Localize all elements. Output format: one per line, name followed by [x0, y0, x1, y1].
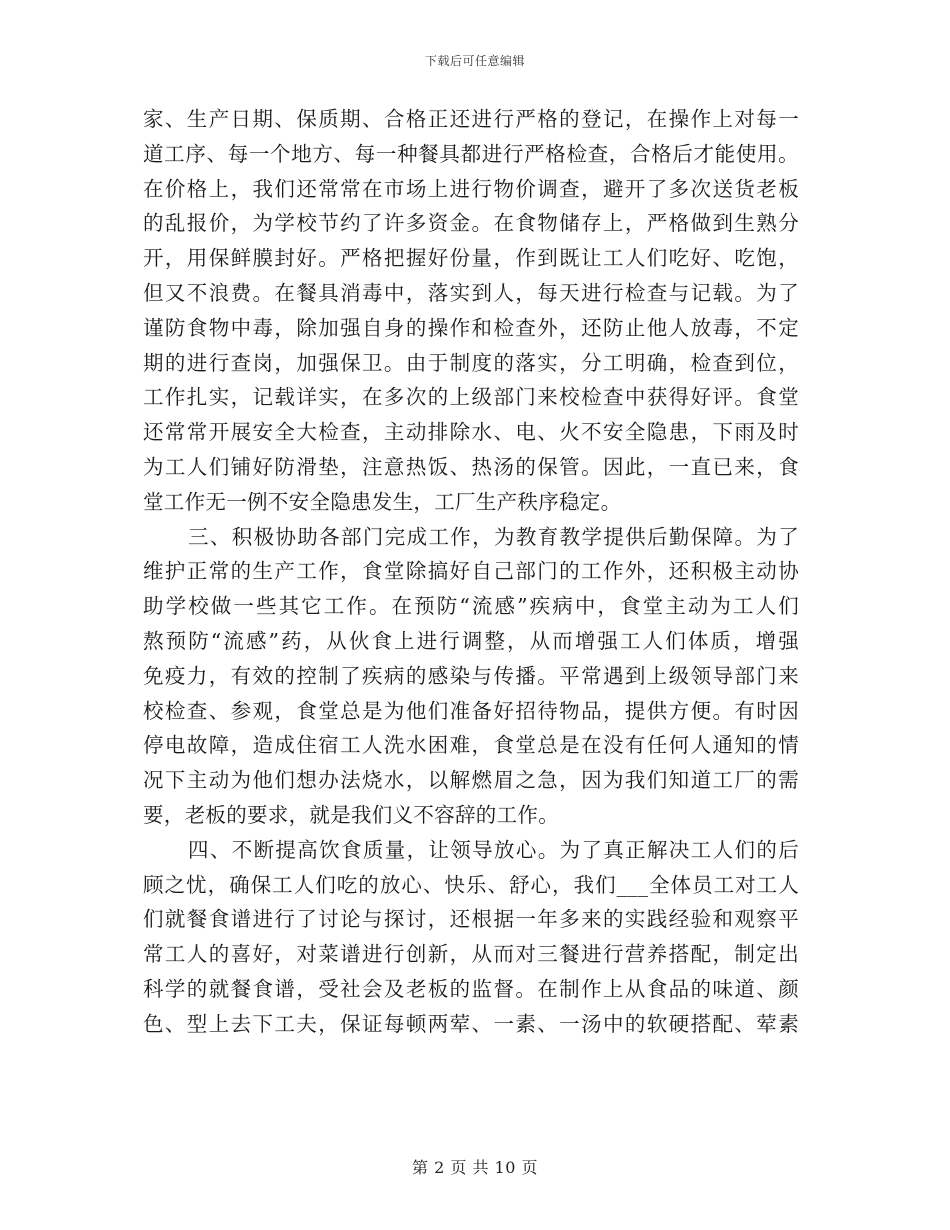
text-line: 为工人们铺好防滑垫，注意热饭、热汤的保管。因此，一直已来，食: [143, 454, 799, 479]
paragraph-start-line: 四、不断提高饮食质量，让领导放心。为了真正解决工人们的后: [188, 837, 799, 862]
text-line: 免疫力，有效的控制了疾病的感染与传播。平常遇到上级领导部门来: [143, 663, 799, 688]
text-line: 色、型上去下工夫，保证每顿两荤、一素、一汤中的软硬搭配、荤素: [143, 1011, 799, 1036]
text-line: 况下主动为他们想办法烧水，以解燃眉之急，因为我们知道工厂的需: [143, 768, 799, 793]
text-line: 助学校做一些其它工作。在预防“流感”疾病中，食堂主动为工人们: [143, 594, 799, 619]
text-line: 堂工作无一例不安全隐患发生，工厂生产秩序稳定。: [143, 489, 622, 514]
text-line: 维护正常的生产工作，食堂除搞好自己部门的工作外，还积极主动协: [143, 559, 799, 584]
text-line: 但又不浪费。在餐具消毒中，落实到人，每天进行检查与记载。为了: [143, 280, 799, 305]
text-line: 顾之忧，确保工人们吃的放心、快乐、舒心，我们___全体员工对工人: [143, 872, 799, 897]
text-line: 的乱报价，为学校节约了许多资金。在食物储存上，严格做到生熟分: [143, 211, 799, 236]
text-line: 停电故障，造成住宿工人洗水困难，食堂总是在没有任何人通知的情: [143, 733, 799, 758]
text-line: 开，用保鲜膜封好。严格把握好份量，作到既让工人们吃好、吃饱，: [143, 246, 799, 271]
text-line: 在价格上，我们还常常在市场上进行物价调查，避开了多次送货老板: [143, 176, 799, 201]
paragraph-start-line: 三、积极协助各部门完成工作，为教育教学提供后勤保障。为了: [188, 524, 799, 549]
text-line: 常工人的喜好，对菜谱进行创新，从而对三餐进行营养搭配，制定出: [143, 942, 799, 967]
text-line: 熬预防“流感”药，从伙食上进行调整，从而增强工人们体质，增强: [143, 628, 799, 653]
text-line: 道工序、每一个地方、每一种餐具都进行严格检查，合格后才能使用。: [143, 141, 799, 166]
text-line: 还常常开展安全大检查，主动排除水、电、火不安全隐患，下雨及时: [143, 420, 799, 445]
document-body: [143, 102, 799, 1042]
text-line: 科学的就餐食谱，受社会及老板的监督。在制作上从食品的味道、颜: [143, 976, 799, 1001]
text-line: 家、生产日期、保质期、合格正还进行严格的登记，在操作上对每一: [143, 107, 799, 131]
text-line: 谨防食物中毒，除加强自身的操作和检查外，还防止他人放毒，不定: [143, 315, 799, 340]
text-line: 工作扎实，记载详实，在多次的上级部门来校检查中获得好评。食堂: [143, 385, 799, 410]
text-line: 要，老板的要求，就是我们义不容辞的工作。: [143, 802, 559, 827]
page-header: 下载后可任意编辑: [424, 54, 525, 68]
text-line: 们就餐食谱进行了讨论与探讨，还根据一年多来的实践经验和观察平: [143, 907, 799, 932]
text-line: 校检查、参观，食堂总是为他们准备好招待物品，提供方便。有时因: [143, 698, 799, 723]
text-line: 期的进行查岗，加强保卫。由于制度的落实，分工明确，检查到位，: [143, 350, 799, 375]
page-number-footer: 第 2 页 共 10 页: [412, 1158, 538, 1177]
